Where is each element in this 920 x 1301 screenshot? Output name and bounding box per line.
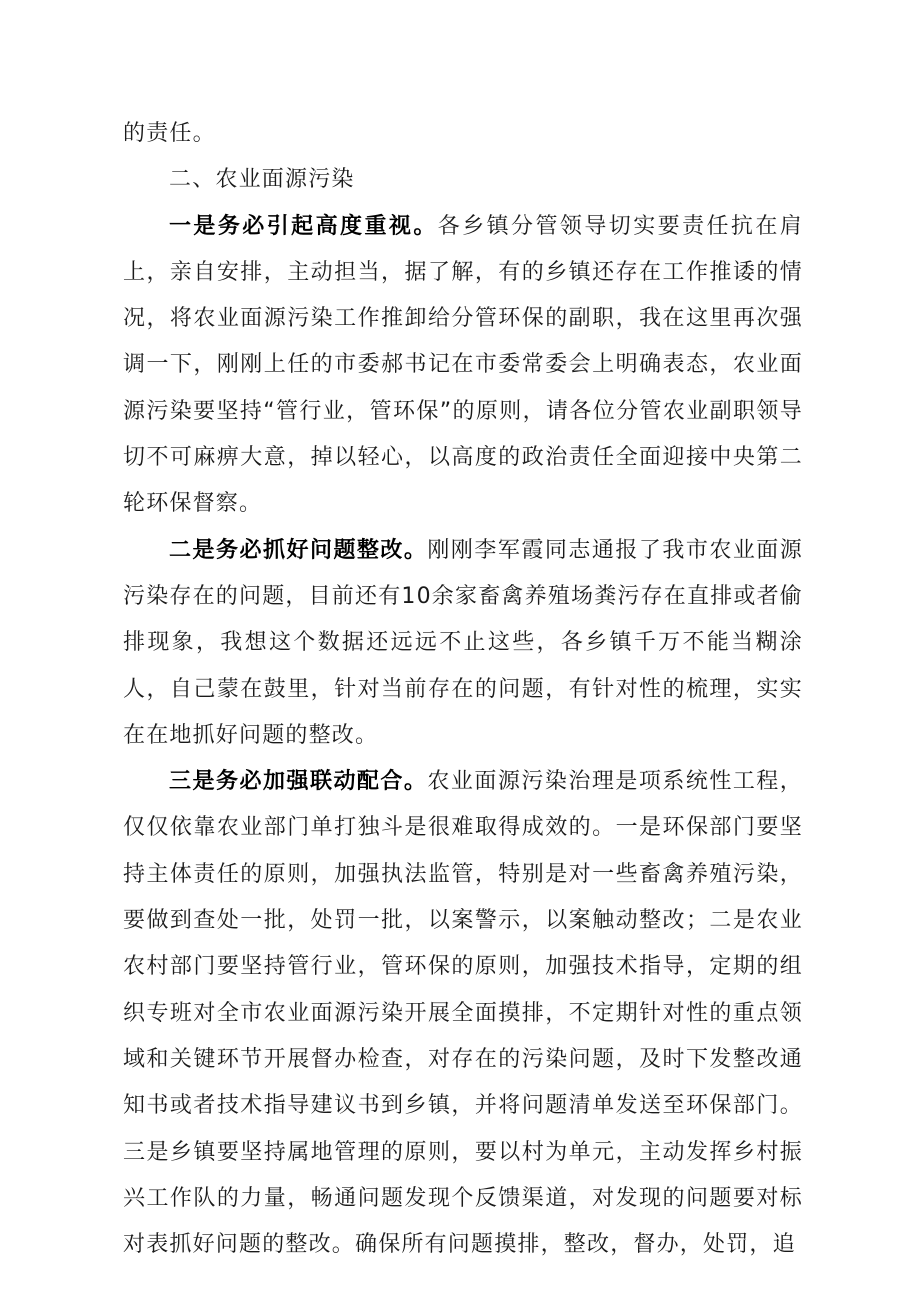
document-body [123,111,803,1268]
section-heading-text: 二、农业面源污染 [169,167,355,193]
paragraph-1 [123,204,803,528]
paragraph-2-lead: 二是务必抓好问题整改。 [169,537,428,563]
paragraph-continuation [123,111,803,157]
paragraph-1-lead: 一是务必引起高度重视。 [169,213,438,239]
continuation-text: 的责任。 [123,121,216,146]
paragraph-1-body: 各乡镇分管领导切实要责任抗在肩上，亲自安排，主动担当，据了解，有的乡镇还存在工作推诿的情况，将农业面源污染工作推卸给分管环保的副职，我在这里再次强调一下，刚刚上任的市委郝书记在市委常委会上明确表态，农业面源污染要坚持“管行业，管环保”的原则，请各位分管农业副职领导切不可麻痹大意，掉以轻心，以高度的政治责任全面迎接中央第二轮环保督察。 [123,213,803,517]
paragraph-2 [123,528,803,759]
paragraph-3-lead: 三是务必加强联动配合。 [169,769,428,795]
paragraph-3 [123,759,803,1268]
paragraph-2-body: 刚刚李军霞同志通报了我市农业面源污染存在的问题，目前还有10余家畜禽养殖场粪污存在直排或者偷排现象，我想这个数据还远远不止这些，各乡镇千万不能当糊涂人，自己蒙在鼓里，针对当前存在的问题，有针对性的梳理，实实在在地抓好问题的整改。 [123,537,804,748]
section-heading [123,157,803,203]
paragraph-3-body: 农业面源污染治理是项系统性工程，仅仅依靠农业部门单打独斗是很难取得成效的。一是环保部门要坚持主体责任的原则，加强执法监管，特别是对一些畜禽养殖污染，要做到查处一批，处罚一批，以案警示，以案触动整改；二是农业农村部门要坚持管行业，管环保的原则，加强技术指导，定期的组织专班对全市农业面源污染开展全面摸排，不定期针对性的重点领域和关键环节开展督办检查，对存在的污染问题，及时下发整改通知书或者技术指导建议书到乡镇，并将问题清单发送至环保部门。三是乡镇要坚持属地管理的原则，要以村为单元，主动发挥乡村振兴工作队的力量，畅通问题发现个反馈渠道，对发现的问题要对标对表抓好问题的整改。确保所有问题摸排，整改，督办，处罚，追 [123,769,804,1258]
